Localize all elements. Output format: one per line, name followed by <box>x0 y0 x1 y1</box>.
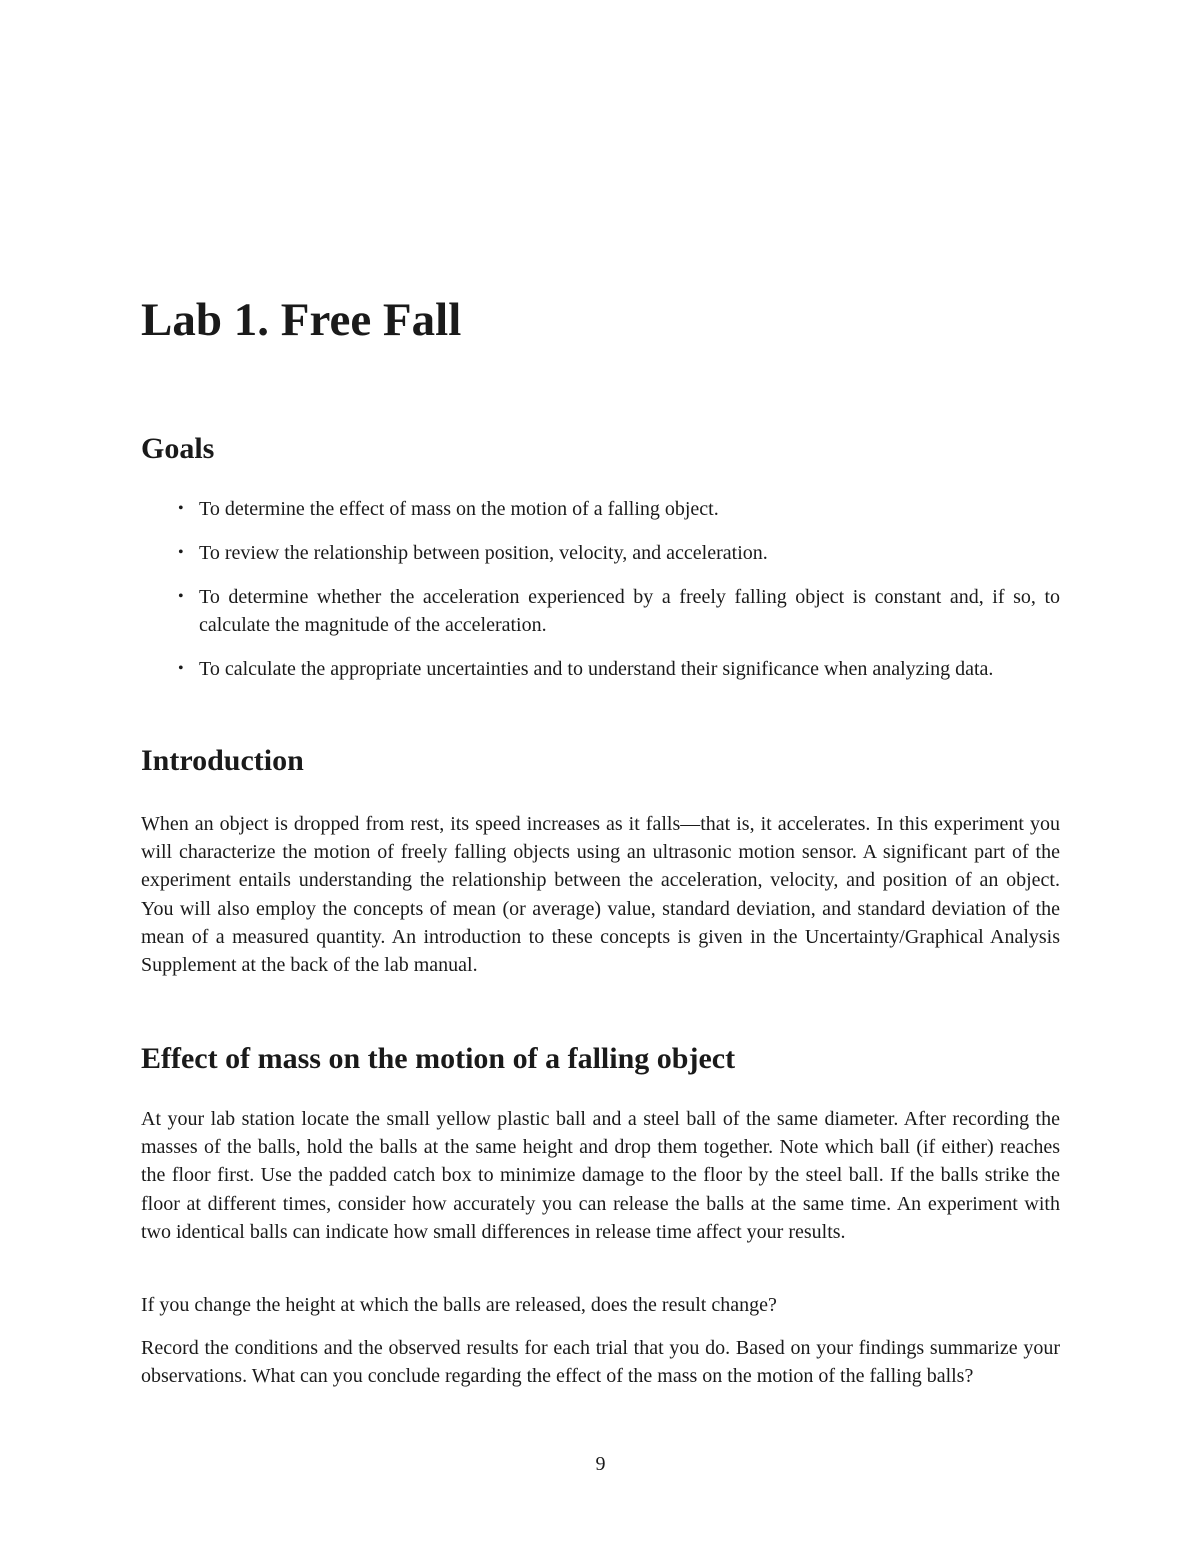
goal-item <box>141 583 1060 639</box>
goal-text: To review the relationship between position, velocity, and acceleration. <box>199 542 768 564</box>
goal-text: To determine the effect of mass on the motion of a falling object. <box>199 498 719 520</box>
goal-item <box>141 655 1060 683</box>
mass-effect-paragraph: Record the conditions and the observed results for each trial that you do. Based on your findings summarize your observations. What can you conclude regarding the effect of the mass on the motion of the falling balls? <box>141 1337 1060 1388</box>
page-number: 9 <box>595 1453 606 1475</box>
mass-effect-heading: Effect of mass on the motion of a falling object <box>141 1042 736 1075</box>
bullet-icon: • <box>178 588 184 605</box>
bullet-icon: • <box>178 544 184 561</box>
goal-item <box>141 495 1060 523</box>
goals-heading: Goals <box>141 432 215 465</box>
chapter-title: Lab 1. Free Fall <box>141 294 462 346</box>
goal-text: To determine whether the acceleration experienced by a freely falling object is constant and, if so, to calculate the magnitude of the acceleration. <box>199 586 1060 636</box>
bullet-icon: • <box>178 500 184 517</box>
goal-item <box>141 539 1060 567</box>
mass-effect-paragraph: At your lab station locate the small yellow plastic ball and a steel ball of the same diameter. After recording the masses of the balls, hold the balls at the same height and drop them together. Note which ball (if either) reaches the floor first. Use the padded catch box to minimize damage to the floor by the steel ball. If the balls strike the floor at different times, consider how accurately you can release the balls at the same time. An experiment with two identical balls can indicate how small differences in release time affect your results. <box>141 1108 1060 1243</box>
introduction-heading: Introduction <box>141 744 304 777</box>
goals-list <box>141 495 1060 699</box>
mass-effect-paragraph: If you change the height at which the balls are released, does the result change? <box>141 1294 777 1316</box>
bullet-icon: • <box>178 660 184 677</box>
introduction-paragraph: When an object is dropped from rest, its speed increases as it falls—that is, it accelerates. In this experiment you will characterize the motion of freely falling objects using an ultrasonic motion sensor. A significant part of the experiment entails understanding the relationship between the acceleration, velocity, and position of an object. You will also employ the concepts of mean (or average) value, standard deviation, and standard deviation of the mean of a measured quantity. An introduction to these concepts is given in the Uncertainty/Graphical Analysis Supplement at the back of the lab manual. <box>141 813 1060 977</box>
goal-text: To calculate the appropriate uncertainties and to understand their significance when analyzing data. <box>199 658 994 680</box>
